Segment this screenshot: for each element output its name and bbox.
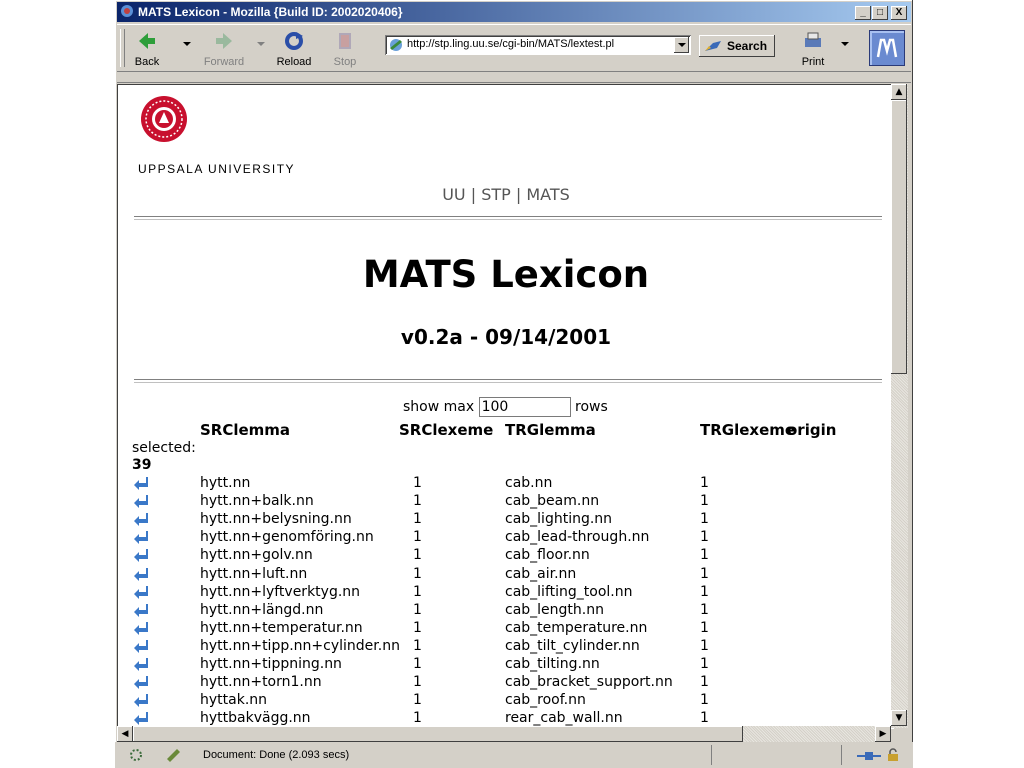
src-lexeme-cell: 1: [413, 674, 422, 691]
trg-lemma-cell: cab_roof.nn: [505, 692, 586, 709]
scroll-right-button[interactable]: ▶: [875, 726, 891, 742]
m-glyph-icon: [870, 31, 904, 65]
url-field[interactable]: [385, 35, 691, 55]
print-icon: [802, 30, 824, 52]
table-row: [118, 638, 894, 656]
table-row: [118, 674, 894, 692]
return-arrow-icon[interactable]: [132, 475, 150, 491]
src-lexeme-cell: 1: [413, 475, 422, 491]
status-bar: [115, 742, 913, 768]
rows-label: rows: [575, 399, 608, 415]
trg-lexeme-cell: 1: [700, 637, 709, 654]
forward-button[interactable]: Forward: [201, 28, 247, 68]
trg-lexeme-cell: 1: [700, 565, 709, 582]
trg-lemma-cell: cab_length.nn: [505, 601, 604, 618]
src-lexeme-cell: 1: [413, 565, 422, 582]
trg-lemma-cell: cab_tilting.nn: [505, 656, 600, 672]
reload-button[interactable]: Reload: [273, 28, 315, 68]
page-viewport: [117, 84, 894, 729]
table-row: [118, 529, 894, 547]
src-lexeme-cell: 1: [413, 692, 422, 709]
src-lemma-cell: hytt.nn+temperatur.nn: [200, 619, 363, 636]
src-lemma-cell: hyttak.nn: [200, 692, 268, 709]
header-src-lexeme[interactable]: SRClexeme: [399, 421, 494, 439]
print-button[interactable]: Print: [797, 28, 829, 68]
trg-lexeme-cell: 1: [700, 547, 709, 564]
back-dropdown[interactable]: [183, 42, 191, 46]
return-arrow-icon[interactable]: [132, 602, 150, 618]
src-lexeme-cell: 1: [413, 601, 422, 618]
trg-lexeme-cell: 1: [700, 475, 709, 491]
src-lemma-cell: hytt.nn+lyftverktyg.nn: [200, 583, 361, 600]
trg-lexeme-cell: 1: [700, 493, 709, 510]
trg-lexeme-cell: 1: [700, 529, 709, 546]
src-lemma-cell: hytt.nn+tippning.nn: [200, 656, 342, 672]
show-max-label: show max: [403, 399, 475, 415]
forward-arrow-icon: [213, 30, 235, 52]
mozilla-app-icon: [120, 4, 134, 18]
trg-lexeme-cell: 1: [700, 674, 709, 691]
return-arrow-icon[interactable]: [132, 674, 150, 690]
nav-link-uu[interactable]: UU: [442, 185, 466, 204]
toolbar-grip[interactable]: [120, 29, 125, 67]
table-row: [118, 475, 894, 493]
return-arrow-icon[interactable]: [132, 692, 150, 708]
trg-lexeme-cell: 1: [700, 511, 709, 528]
header-src-lemma[interactable]: SRClemma: [200, 421, 291, 439]
trg-lexeme-cell: 1: [700, 710, 709, 727]
return-arrow-icon[interactable]: [132, 620, 150, 636]
table-row: [118, 511, 894, 529]
mozilla-logo-icon[interactable]: [869, 30, 905, 66]
trg-lemma-cell: cab_floor.nn: [505, 547, 590, 564]
src-lemma-cell: hytt.nn+genomföring.nn: [200, 529, 374, 546]
return-arrow-icon[interactable]: [132, 547, 150, 563]
header-trg-lexeme[interactable]: TRGlexeme: [700, 421, 796, 439]
divider-bottom: [134, 379, 882, 383]
table-row: [118, 584, 894, 602]
nav-link-stp[interactable]: STP: [481, 185, 511, 204]
return-arrow-icon[interactable]: [132, 511, 150, 527]
return-arrow-icon[interactable]: [132, 493, 150, 509]
trg-lexeme-cell: 1: [700, 601, 709, 618]
table-row: [118, 602, 894, 620]
horizontal-scrollbar[interactable]: [117, 726, 891, 742]
header-trg-lemma[interactable]: TRGlemma: [505, 421, 596, 439]
url-text[interactable]: http://stp.ling.uu.se/cgi-bin/MATS/lextest.pl: [407, 38, 615, 50]
trg-lemma-cell: cab_temperature.nn: [505, 619, 648, 636]
online-status-icon[interactable]: [857, 750, 881, 762]
version-subtitle: v0.2a - 09/14/2001: [400, 325, 612, 349]
page-proxy-icon: [388, 37, 404, 53]
src-lemma-cell: hyttbakvägg.nn: [200, 710, 311, 727]
hscroll-thumb[interactable]: [133, 726, 743, 742]
src-lemma-cell: hytt.nn+golv.nn: [200, 547, 313, 564]
trg-lemma-cell: cab.nn: [505, 475, 553, 491]
src-lexeme-cell: 1: [413, 619, 422, 636]
close-button[interactable]: X: [891, 6, 907, 20]
scroll-thumb[interactable]: [891, 100, 907, 374]
print-dropdown[interactable]: [841, 42, 849, 46]
return-arrow-icon[interactable]: [132, 638, 150, 654]
show-max-input[interactable]: [479, 397, 571, 417]
page-title: MATS Lexicon: [362, 253, 650, 296]
src-lexeme-cell: 1: [413, 511, 422, 528]
scroll-down-button[interactable]: ▼: [891, 710, 907, 726]
university-name: UPPSALA UNIVERSITY: [138, 162, 296, 176]
vertical-scrollbar[interactable]: [891, 84, 908, 728]
window-title: MATS Lexicon - Mozilla {Build ID: 2002020406}: [138, 5, 403, 19]
nav-link-mats[interactable]: MATS: [526, 185, 570, 204]
url-dropdown[interactable]: [674, 37, 689, 53]
composer-icon[interactable]: [165, 747, 183, 763]
table-row: [118, 656, 894, 674]
stop-button[interactable]: Stop: [329, 28, 361, 68]
src-lexeme-cell: 1: [413, 547, 422, 564]
src-lexeme-cell: 1: [413, 493, 422, 510]
src-lexeme-cell: 1: [413, 710, 422, 727]
back-arrow-icon: [136, 30, 158, 52]
return-arrow-icon[interactable]: [132, 566, 150, 582]
trg-lexeme-cell: 1: [700, 656, 709, 672]
divider-top: [134, 216, 882, 220]
stop-icon: [335, 30, 355, 52]
show-max-control: [403, 397, 608, 417]
src-lemma-cell: hytt.nn+längd.nn: [200, 601, 324, 618]
header-origin[interactable]: origin: [787, 421, 837, 439]
reload-icon: [283, 30, 305, 52]
trg-lemma-cell: cab_lead-through.nn: [505, 529, 650, 546]
navigation-toolbar: [117, 24, 911, 72]
trg-lexeme-cell: 1: [700, 692, 709, 709]
return-arrow-icon[interactable]: [132, 529, 150, 545]
scroll-left-button[interactable]: ◀: [117, 726, 133, 742]
search-button[interactable]: Search: [699, 35, 775, 57]
minimize-button[interactable]: _: [855, 6, 871, 20]
maximize-button[interactable]: □: [872, 6, 888, 20]
lock-icon[interactable]: [887, 748, 899, 762]
trg-lemma-cell: cab_tilt_cylinder.nn: [505, 637, 640, 654]
src-lemma-cell: hytt.nn+luft.nn: [200, 565, 308, 582]
back-button[interactable]: Back: [129, 28, 165, 68]
trg-lemma-cell: cab_air.nn: [505, 565, 577, 582]
selected-label: selected:: [132, 440, 196, 456]
table-row: [118, 620, 894, 638]
uu-seal-icon: [140, 95, 188, 143]
scroll-up-button[interactable]: ▲: [891, 84, 907, 100]
table-row: [118, 566, 894, 584]
src-lemma-cell: hytt.nn: [200, 475, 251, 491]
site-nav: UU | STP | MATS: [442, 185, 570, 204]
src-lexeme-cell: 1: [413, 637, 422, 654]
personal-toolbar-collapsed[interactable]: [117, 72, 911, 83]
src-lemma-cell: hytt.nn+tipp.nn+cylinder.nn: [200, 637, 400, 654]
trg-lemma-cell: cab_lighting.nn: [505, 511, 613, 528]
selected-count: 39: [132, 457, 152, 473]
search-icon: [703, 38, 725, 54]
table-row: [118, 547, 894, 565]
return-arrow-icon[interactable]: [132, 584, 150, 600]
trg-lemma-cell: cab_beam.nn: [505, 493, 600, 510]
trg-lexeme-cell: 1: [700, 619, 709, 636]
src-lexeme-cell: 1: [413, 656, 422, 672]
status-message: Document: Done (2.093 secs): [203, 749, 350, 761]
src-lexeme-cell: 1: [413, 529, 422, 546]
trg-lemma-cell: rear_cab_wall.nn: [505, 710, 623, 727]
table-row: [118, 692, 894, 710]
title-bar: [117, 2, 911, 22]
trg-lemma-cell: cab_lifting_tool.nn: [505, 583, 633, 600]
activity-icon[interactable]: [125, 747, 147, 763]
src-lemma-cell: hytt.nn+balk.nn: [200, 493, 314, 510]
src-lemma-cell: hytt.nn+torn1.nn: [200, 674, 322, 691]
return-arrow-icon[interactable]: [132, 710, 150, 726]
src-lexeme-cell: 1: [413, 583, 422, 600]
trg-lemma-cell: cab_bracket_support.nn: [505, 674, 673, 691]
forward-dropdown[interactable]: [257, 42, 265, 46]
trg-lexeme-cell: 1: [700, 583, 709, 600]
table-row: [118, 493, 894, 511]
return-arrow-icon[interactable]: [132, 656, 150, 672]
src-lemma-cell: hytt.nn+belysning.nn: [200, 511, 352, 528]
